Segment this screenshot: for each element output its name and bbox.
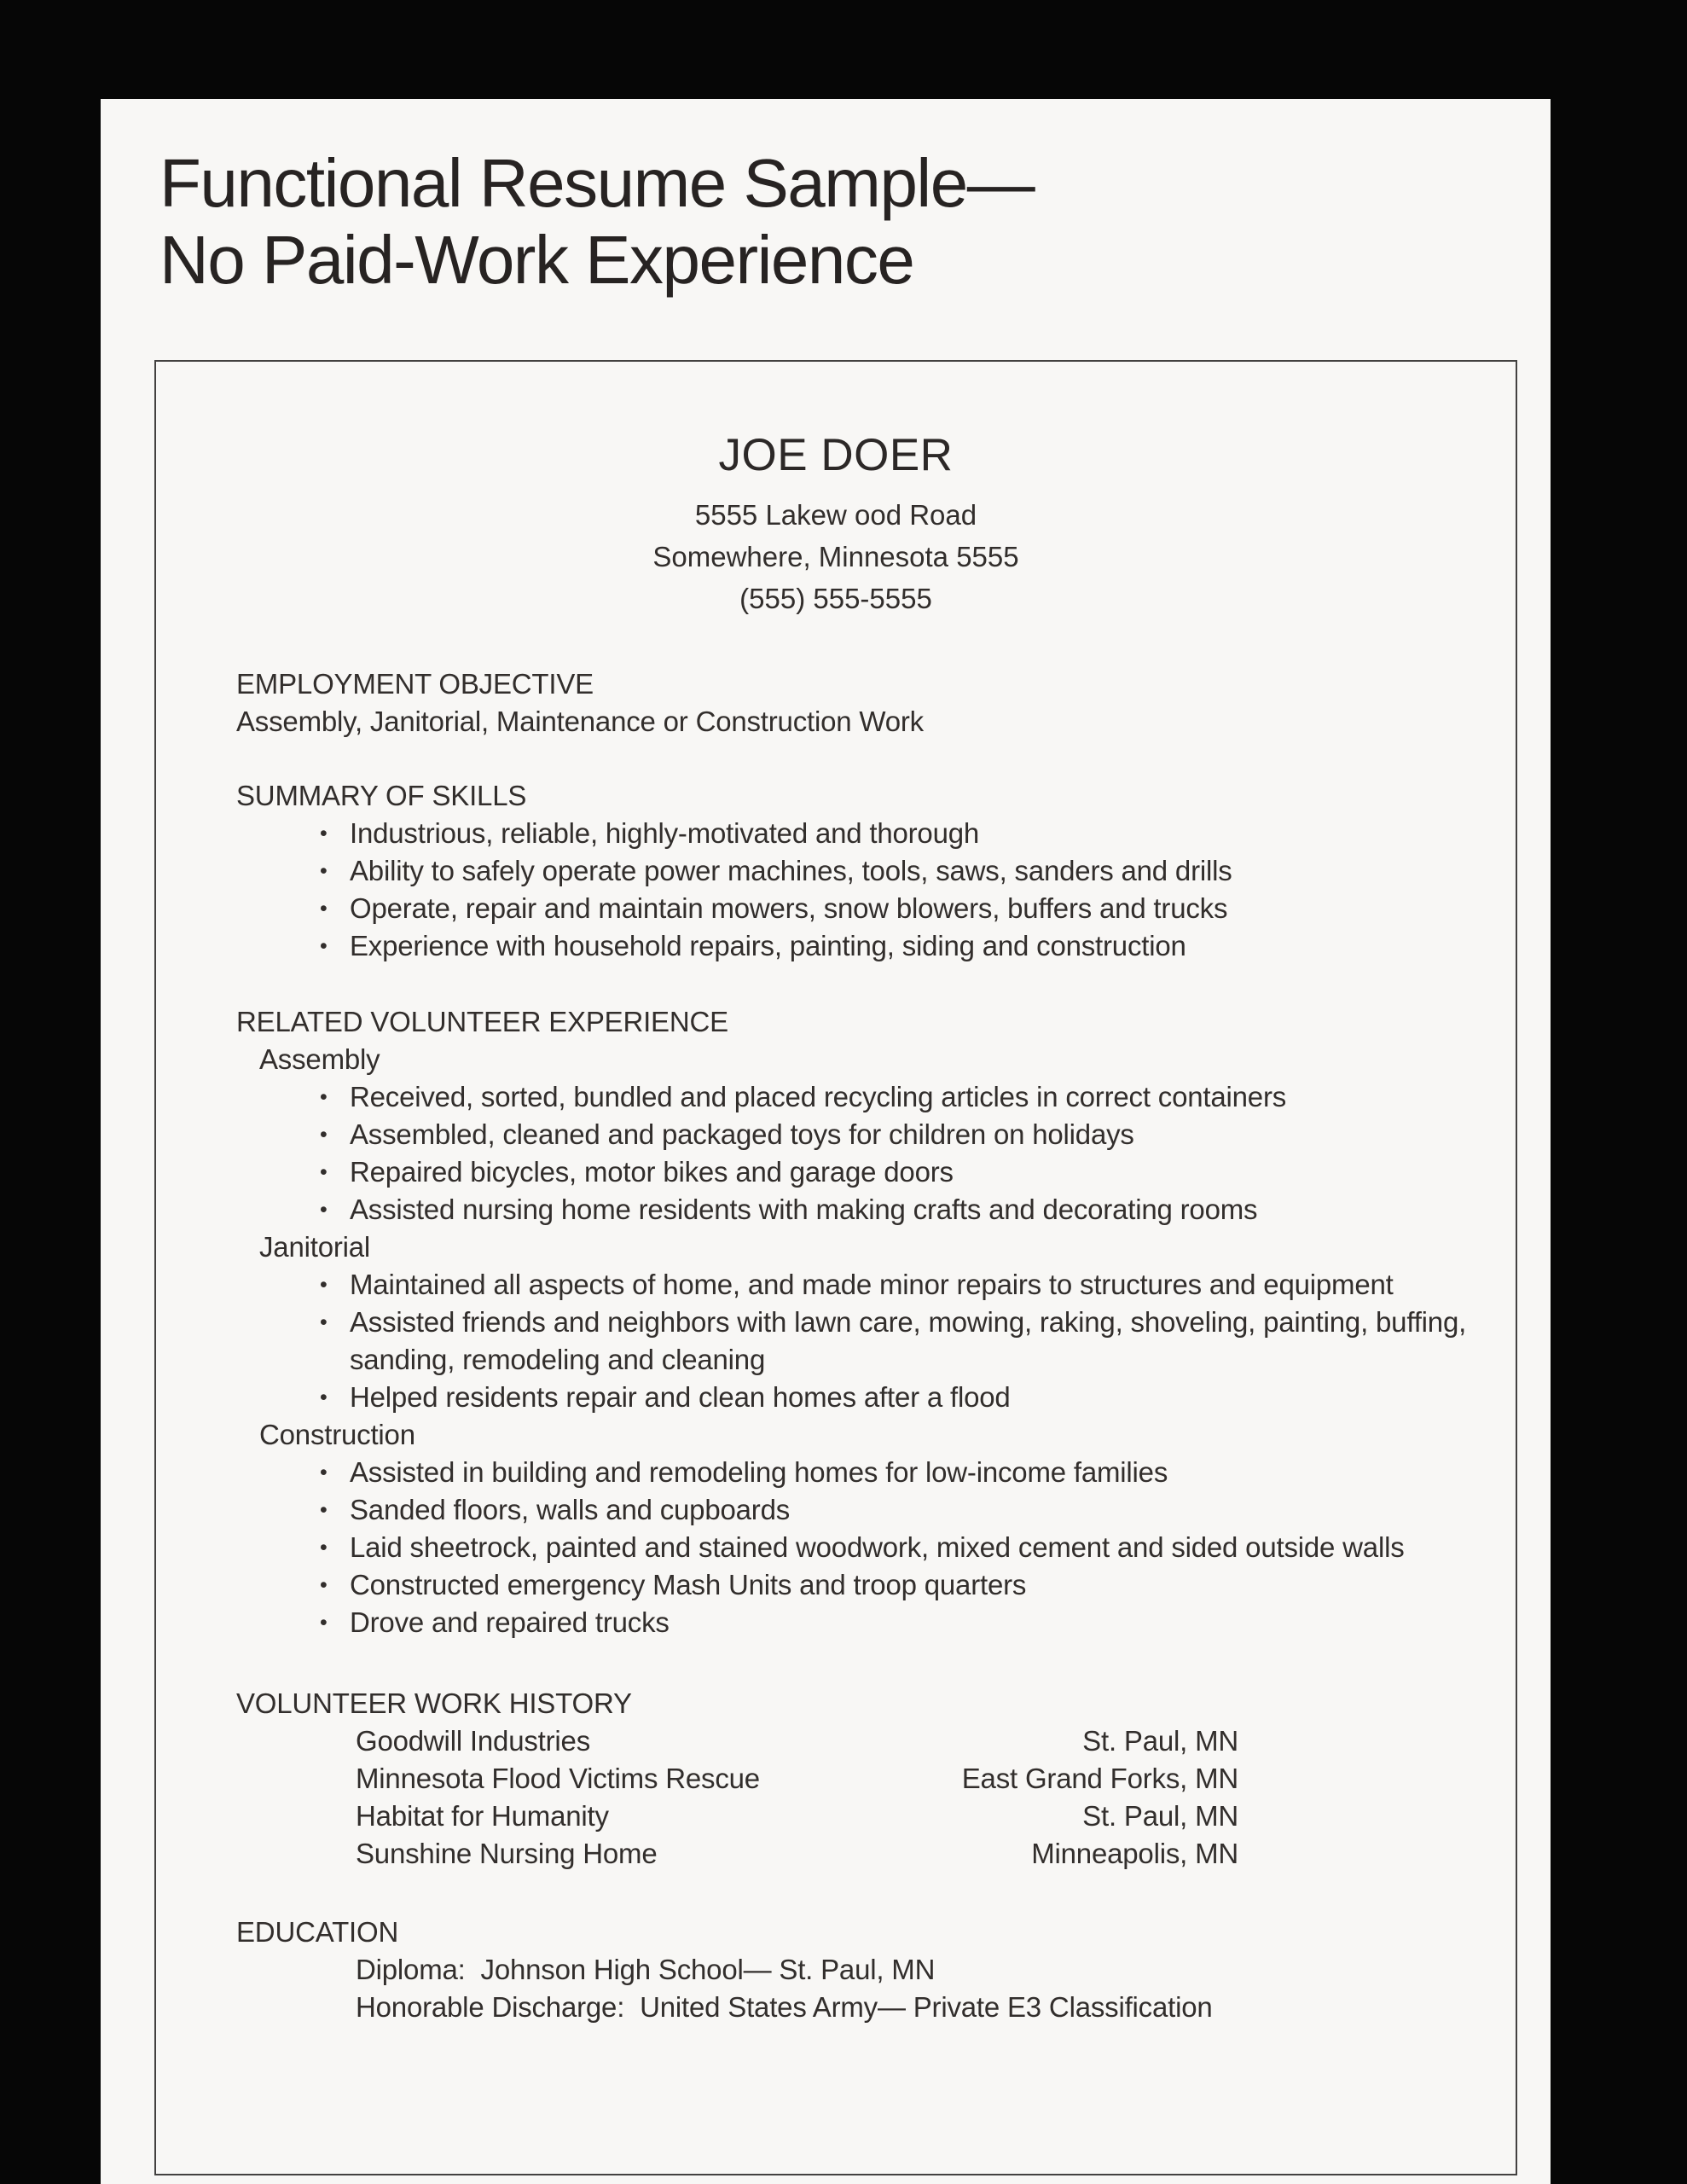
experience-item bbox=[320, 1304, 1480, 1379]
address-city-state-zip: Somewhere, Minnesota 5555 bbox=[652, 541, 1019, 572]
experience-text: Received, sorted, bundled and placed recycling articles in correct containers bbox=[350, 1081, 1287, 1112]
experience-text: Assisted nursing home residents with making crafts and decorating rooms bbox=[350, 1194, 1258, 1225]
document-title-line-1: Functional Resume Sample— bbox=[159, 145, 1035, 221]
experience-text: Constructed emergency Mash Units and troop quarters bbox=[350, 1569, 1027, 1600]
bullet-icon: • bbox=[320, 1160, 328, 1184]
history-organization: Goodwill Industries bbox=[356, 1725, 590, 1757]
bullet-icon: • bbox=[320, 1385, 328, 1409]
experience-item bbox=[320, 1379, 1480, 1416]
skill-item bbox=[320, 815, 1480, 852]
experience-item bbox=[320, 1529, 1480, 1566]
bullet-icon: • bbox=[320, 1461, 328, 1484]
history-location: East Grand Forks, MN bbox=[961, 1763, 1238, 1794]
education-entry: Honorable Discharge: United States Army— Private E3 Classification bbox=[356, 1991, 1213, 2023]
candidate-name: JOE DOER bbox=[718, 430, 954, 480]
history-row bbox=[356, 1722, 1238, 1760]
experience-text: Laid sheetrock, painted and stained woodwork, mixed cement and sided outside walls bbox=[350, 1531, 1405, 1563]
section-education bbox=[156, 1914, 1516, 2026]
experience-item bbox=[320, 1078, 1480, 1116]
education-entry: Diploma: Johnson High School— St. Paul, MN bbox=[356, 1954, 936, 1985]
history-location: St. Paul, MN bbox=[1082, 1800, 1238, 1832]
experience-text: Maintained all aspects of home, and made minor repairs to structures and equipment bbox=[350, 1269, 1394, 1300]
section-summary-of-skills bbox=[156, 777, 1516, 965]
section-volunteer-work-history bbox=[156, 1685, 1516, 1873]
history-organization: Sunshine Nursing Home bbox=[356, 1838, 658, 1869]
section-related-volunteer-experience bbox=[156, 1003, 1516, 1641]
skill-item bbox=[320, 927, 1480, 965]
bullet-icon: • bbox=[320, 1536, 328, 1560]
bullet-icon: • bbox=[320, 1498, 328, 1522]
volunteer-work-history-heading: VOLUNTEER WORK HISTORY bbox=[236, 1687, 632, 1719]
resume-box bbox=[154, 360, 1517, 2175]
history-location: St. Paul, MN bbox=[1082, 1725, 1238, 1757]
address-phone: (555) 555-5555 bbox=[739, 583, 932, 614]
education-heading: EDUCATION bbox=[236, 1916, 399, 1948]
experience-group-label-construction: Construction bbox=[259, 1419, 415, 1450]
experience-item bbox=[320, 1604, 1480, 1641]
experience-text: Assisted in building and remodeling homes for low-income families bbox=[350, 1456, 1168, 1488]
experience-item bbox=[320, 1153, 1480, 1191]
document-page bbox=[101, 99, 1551, 2184]
bullet-icon: • bbox=[320, 1123, 328, 1147]
experience-item bbox=[320, 1266, 1480, 1304]
skill-item bbox=[320, 890, 1480, 927]
employment-objective-heading: EMPLOYMENT OBJECTIVE bbox=[236, 668, 594, 700]
bullet-icon: • bbox=[320, 1611, 328, 1635]
history-row bbox=[356, 1798, 1238, 1835]
history-location: Minneapolis, MN bbox=[1031, 1838, 1238, 1869]
bullet-icon: • bbox=[320, 1310, 328, 1334]
bullet-icon: • bbox=[320, 897, 328, 921]
experience-text: Repaired bicycles, motor bikes and garage doors bbox=[350, 1156, 954, 1188]
document-title bbox=[159, 145, 1034, 299]
experience-item bbox=[320, 1191, 1480, 1228]
skill-text: Ability to safely operate power machines, tools, saws, sanders and drills bbox=[350, 855, 1232, 886]
experience-group-label-assembly: Assembly bbox=[259, 1043, 380, 1075]
skill-item bbox=[320, 852, 1480, 890]
bullet-icon: • bbox=[320, 1573, 328, 1597]
bullet-icon: • bbox=[320, 1085, 328, 1109]
history-row bbox=[356, 1835, 1238, 1873]
experience-group-label-janitorial: Janitorial bbox=[259, 1231, 371, 1263]
employment-objective-text: Assembly, Janitorial, Maintenance or Construction Work bbox=[236, 706, 924, 737]
address-street: 5555 Lakew ood Road bbox=[694, 499, 977, 531]
experience-item bbox=[320, 1116, 1480, 1153]
experience-text: Assembled, cleaned and packaged toys for children on holidays bbox=[350, 1118, 1134, 1150]
experience-text: Drove and repaired trucks bbox=[350, 1606, 670, 1638]
bullet-icon: • bbox=[320, 859, 328, 883]
skill-text: Experience with household repairs, painting, siding and construction bbox=[350, 930, 1186, 961]
experience-text: Helped residents repair and clean homes after a flood bbox=[350, 1381, 1011, 1413]
bullet-icon: • bbox=[320, 934, 328, 958]
experience-item bbox=[320, 1491, 1480, 1529]
address-block bbox=[156, 494, 1516, 619]
experience-item bbox=[320, 1454, 1480, 1491]
experience-text: Assisted friends and neighbors with lawn care, mowing, raking, shoveling, painting, buffing, sanding, remodeling and cleaning bbox=[350, 1306, 1467, 1375]
section-employment-objective bbox=[156, 665, 1516, 741]
experience-text: Sanded floors, walls and cupboards bbox=[350, 1494, 791, 1525]
bullet-icon: • bbox=[320, 1273, 328, 1297]
document-title-line-2: No Paid-Work Experience bbox=[159, 222, 914, 298]
skill-text: Industrious, reliable, highly-motivated and thorough bbox=[350, 817, 980, 849]
history-organization: Habitat for Humanity bbox=[356, 1800, 609, 1832]
history-row bbox=[356, 1760, 1238, 1798]
summary-of-skills-heading: SUMMARY OF SKILLS bbox=[236, 780, 527, 811]
skill-text: Operate, repair and maintain mowers, snow blowers, buffers and trucks bbox=[350, 892, 1228, 924]
bullet-icon: • bbox=[320, 822, 328, 845]
related-experience-heading: RELATED VOLUNTEER EXPERIENCE bbox=[236, 1006, 728, 1037]
bullet-icon: • bbox=[320, 1198, 328, 1222]
experience-item bbox=[320, 1566, 1480, 1604]
history-organization: Minnesota Flood Victims Rescue bbox=[356, 1763, 760, 1794]
